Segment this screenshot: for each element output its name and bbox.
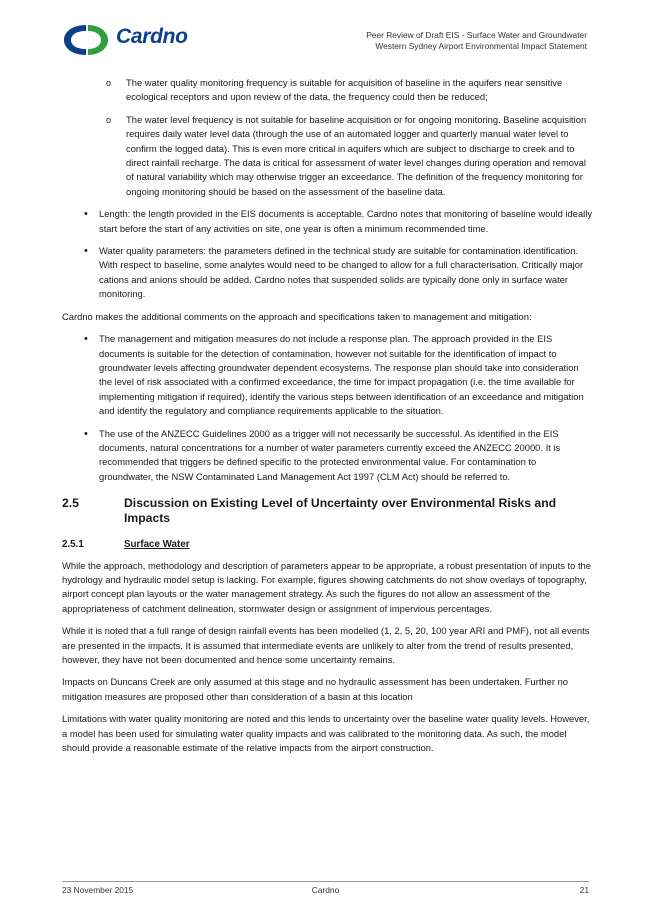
body-paragraph: While it is noted that a full range of design rainfall events has been modelled (1, 2, 5, 20, 100 year ARI and PMF), not all events are presented in the impacts. It is assumed that intermediate events are unlikely to alter from the trend of results presented, however, they have not been documented and hence some uncertainty remains. bbox=[62, 625, 590, 665]
intro-paragraph: Cardno makes the additional comments on the approach and specifications taken to management and mitigation: bbox=[62, 310, 532, 322]
bullet-item: • Length: the length provided in the EIS documents is acceptable. Cardno notes that monitoring of baseline would ideally start before the start of any activities on site, one year is often a minimum recommended time. bbox=[84, 208, 593, 234]
bullet-item: • Water quality parameters: the parameters defined in the technical study are suitable for contamination identification. With respect to baseline, some analytes would need to be changed to allow for a full characterisation. Critically major cations and anions should be added. Cardno notes that suspended solids are typically done only in surface water monitoring. bbox=[84, 245, 584, 300]
circle-bullet-icon: o bbox=[106, 78, 112, 88]
footer-company: Cardno bbox=[311, 885, 340, 895]
page-footer bbox=[62, 881, 589, 897]
page-body bbox=[62, 76, 593, 763]
logo-wordmark: Cardno bbox=[116, 25, 188, 48]
cardno-logo-mark-icon bbox=[60, 22, 112, 58]
subsection-title: Surface Water bbox=[124, 539, 190, 551]
bullet-item: • The use of the ANZECC Guidelines 2000 as a trigger will not necessarily be successful. As identified in the EIS documents, natural concentrations for a number of water parameters currently exceed the ANZECC 20000. It is recommended that triggers be defined specific to the protected environmental value. For contamination to groundwater, the NSW Contaminated Land Management Act 1997 (CLM Act) should be referred to. bbox=[84, 427, 561, 482]
sub-bullet-item: o The water level frequency is not suitable for baseline acquisition or for ongoing monitoring. Baseline acquisition requires daily water level data (through the use of an automated logger and quarterly manual water level to confirm the logged data). This is even more critical in aquifers which are subject to discharge to creek and to direct rainfall recharge. The data is critical for assessment of water level changes during operation and removal of natural variability which may otherwise trigger an exceedance. The definition of the frequency monitoring for ongoing monitoring should be based on the assessment of the baseline data. bbox=[106, 113, 587, 197]
subsection-heading bbox=[62, 538, 593, 552]
company-logo bbox=[60, 22, 210, 58]
body-paragraph: While the approach, methodology and description of parameters appear to be appropriate, a robust presentation of inputs to the hydrology and hydraulic model setup is lacking. For example, figures showing catchments do not show overlays of topography, airport concept plan layouts or the water management strategy. As such the figures do not allow an assessment of the appropriateness of catchment delineation, stormwater design or assignment of impervious percentages. bbox=[62, 559, 591, 614]
section-number: 2.5 bbox=[62, 496, 79, 511]
circle-bullet-icon: o bbox=[106, 114, 112, 125]
section-title: Discussion on Existing Level of Uncertainty over Environmental Risks and Impacts bbox=[124, 496, 557, 526]
section-heading bbox=[62, 496, 593, 526]
bullet-dot-icon: • bbox=[84, 427, 88, 440]
document-title: Peer Review of Draft EIS - Surface Water and Groundwater bbox=[366, 30, 587, 40]
page-number: 21 bbox=[579, 885, 589, 895]
body-paragraph: Impacts on Duncans Creek are only assumed at this stage and no hydraulic assessment has been undertaken. Further no mitigation measures are proposed other than consideration of a basin at this location bbox=[62, 676, 569, 702]
bullet-dot-icon: • bbox=[84, 208, 88, 221]
bullet-dot-icon: • bbox=[84, 333, 88, 346]
document-subtitle: Western Sydney Airport Environmental Impact Statement bbox=[375, 41, 587, 51]
footer-date: 23 November 2015 bbox=[62, 885, 134, 895]
bullet-dot-icon: • bbox=[84, 245, 88, 258]
bullet-item: • The management and mitigation measures do not include a response plan. The approach provided in the EIS documents is suitable for the detection of contamination, however not suitable for the identification of impact to groundwater levels affecting groundwater dependent ecosystems. The response plan should take into consideration the level of risk associated with a confirmed exceedance, the time for impact propagation (i.e. the time available for implementing mitigation if required), identify the various steps between identification of an exceedance and mitigation and identify the regulatory and compliance requirements applicable to the situation. bbox=[84, 333, 584, 417]
document-header bbox=[366, 30, 587, 52]
subsection-number: 2.5.1 bbox=[62, 539, 84, 551]
sub-bullet-item: o The water quality monitoring frequency is suitable for acquisition of baseline in the aquifers near sensitive ecological receptors and upon review of the data, the frequency could then be reduced; bbox=[106, 77, 563, 103]
body-paragraph: Limitations with water quality monitoring are noted and this lends to uncertainty over the baseline water quality levels. However, a model has been used for simulating water quality impacts and was calibrated to the monitoring data. As such, the model should provide a reasonable estimate of the relative impacts from the airport construction. bbox=[62, 713, 590, 754]
